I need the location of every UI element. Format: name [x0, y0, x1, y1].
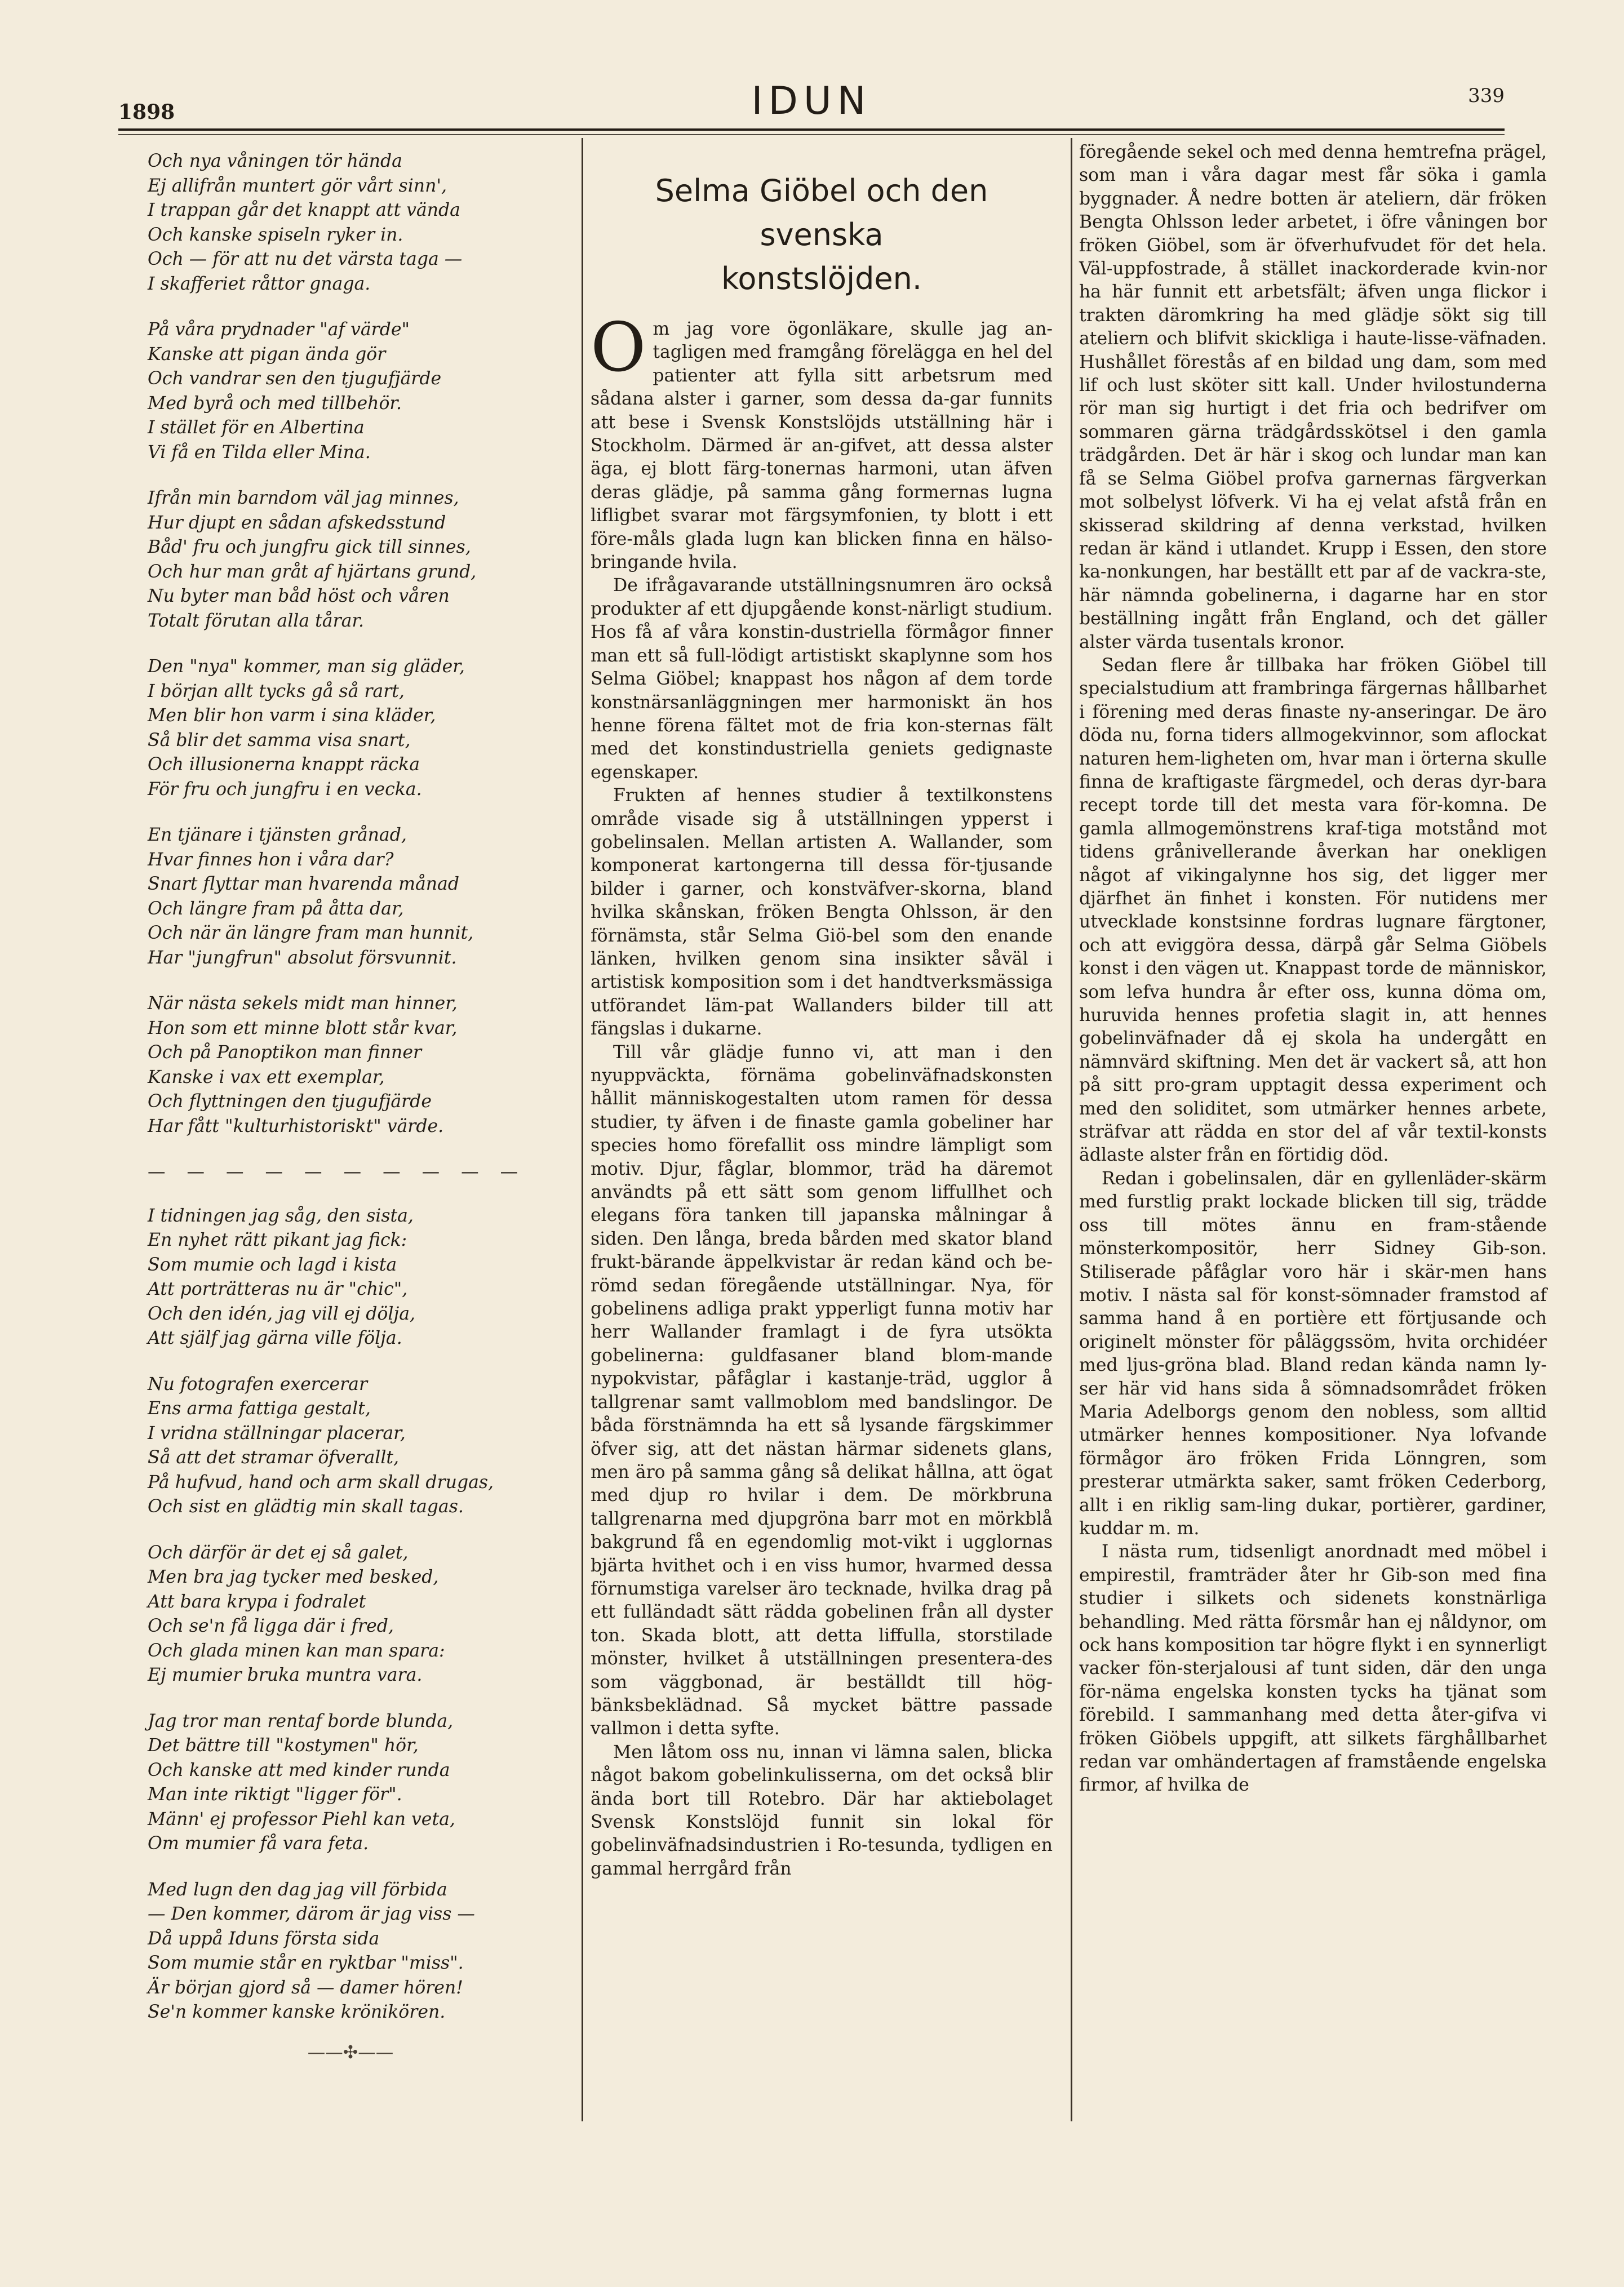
poem-line: Man inte riktigt "ligger för".: [148, 1784, 402, 1805]
poem-stanza: [148, 149, 553, 296]
poem-line: En tjänare i tjänsten grånad,: [148, 825, 407, 845]
poem-stanza: [148, 1373, 553, 1520]
article-paragraph: Till vår glädje funno vi, att man i den nyuppväckta, förnäma gobelinväfnadskonsten hållit människogestalten utom ramen för dessa studier, ty äfven i de finaste gamla gobeliner har species homo förefallit oss mindre lämpligt som motiv. Djur, fåglar, blommor, träd ha däremot användts på ett sätt som genom liffullhet och elegans föra tanken till japanska målningar å siden. Den långa, breda bården med skator bland frukt-bärande äppelkvistar är redan känd och be-römd sedan föregående utställningar. Nya, för gobelinens adliga prakt ypperligt funna motiv har herr Wallander framlagt i de fyra utsökta gobelinerna: guldfasaner bland blom-mande nypokvistar, påfåglar i kastanje-träd, ugglor å tallgrenar samt vallmoblom med bandslingor. De båda förstnämnda ha ett så lysande färgskimmer öfver sig, att det nästan härmar sidenets glans, men äro på samma gång så delikat hållna, att ögat med djup ro hvilar i dem. De mörkbruna tallgrenarna med djupgröna barr mot en mörkblå bakgrund få en egendomlig mot-vikt i ugglornas bjärta hvithet och i en viss humor, hvarmed dessa förnumstiga varelser äro tecknade, hvilka drag på ett fulländadt sätt rädda gobelinen från all dyster ton. Skada blott, att detta liffulla, storstilade mönster, hvilket å utställningen presentera-des som väggbonad, är beställdt till hög-bänksbeklädnad. Så mycket bättre passade vallmon i detta syfte.: [591, 1042, 1053, 1739]
poem-line: Se'n kommer kanske krönikören.: [148, 2002, 446, 2022]
poem-line: Nu byter man båd höst och våren: [148, 586, 450, 606]
poem-line: Och vandrar sen den tjugufjärde: [148, 368, 442, 389]
poem-line: Och nya våningen tör hända: [148, 151, 402, 171]
poem-stanza: [148, 1541, 553, 1688]
poem-line: Ifrån min barndom väl jag minnes,: [148, 488, 459, 508]
poem-line: Och se'n få ligga där i fred,: [148, 1616, 394, 1636]
paragraph-text: m jag vore ögonläkare, skulle jag an-tagligen med framgång förelägga en hel del patienter att fylla sitt arbetsrum med sådana alster i garner, som dessa da-gar funnits att bese i Svensk Konstslöjds utställning här i Stockholm. Därmed är an-gifvet, att dessa alster äga, ej blott färg-tonernas harmoni, utan äfven deras glädje, på samma gång formernas lugna lifligbet svarar mot färgsymfonien, ty blott i ett före-måls glada lugn kan blicken finna en hälso-bringande hvila.: [591, 319, 1053, 573]
poem-line: I stället för en Albertina: [148, 418, 365, 438]
poem-line: Som mumie och lagd i kista: [148, 1254, 397, 1275]
article-paragraph: I nästa rum, tidsenligt anordnadt med möbel i empirestil, framträder åter hr Gib-son med fina studier i silkets och sidenets konstnärliga behandling. Med rätta försmår han ej nåldynor, om ock hans komposition tar högre flykt i en synnerligt vacker fön-sterjalousi af tunt siden, där den unga för-näma engelska konsten tycks ha tjänat som förebild. I sammanhang med detta åter-gifva vi fröken Giöbels uppgift, att silkets färghållbarhet redan var omhändertagen af framstående engelska firmor, af hvilka de: [1079, 1542, 1547, 1796]
poem-line: Har "jungfrun" absolut försvunnit.: [148, 947, 457, 968]
poem-stanza: [148, 1878, 553, 2025]
article-column-3: [1079, 141, 1547, 1797]
poem-line: Och — för att nu det värsta taga —: [148, 249, 463, 269]
poem-line: Kanske i vax ett exemplar,: [148, 1067, 385, 1087]
article-paragraph: Redan i gobelinsalen, där en gyllenläder-skärm med furstlig prakt lockade blicken till sig, trädde oss till mötes ännu en fram-stående mönsterkompositör, herr Sidney Gib-son. Stiliserade påfåglar voro här i skär-men hans motiv. I nästa sal för konst-sömnader framstod af samma hand å en portière ett förtjusande och originelt mönster för påläggssöm, hvita orchidéer med ljus-gröna blad. Bland redan kända namn ly-ser här vid hans sida å sömnadsområdet fröken Maria Adelborgs genom den nobless, som alltid utmärker hennes kompositioner. Nya lofvande förmågor äro fröken Frida Lönngren, som presterar utmärkta saker, samt fröken Cederborg, allt i en riklig sam-ling dukar, portièrer, gardiner, kuddar m. m.: [1079, 1168, 1547, 1539]
poem-line: Med lugn den dag jag vill förbida: [148, 1879, 447, 1900]
poem-stanza: [148, 318, 553, 465]
poem-line: Och på Panoptikon man finner: [148, 1042, 422, 1063]
article-title-line: konstslöjden.: [721, 261, 922, 296]
poem-line: Båd' fru och jungfru gick till sinnes,: [148, 537, 471, 557]
poem-line: Snart flyttar man hvarenda månad: [148, 874, 459, 894]
poem-line: Nu fotografen exercerar: [148, 1374, 367, 1395]
poem-line: Och sist en glädtig min skall tagas.: [148, 1496, 464, 1517]
poem-line: Och kanske spiseln ryker in.: [148, 224, 403, 245]
poem-line: Men blir hon varm i sina kläder,: [148, 705, 436, 726]
poem-line: Med byrå och med tillbehör.: [148, 393, 402, 414]
end-ornament: ——✣——: [307, 2042, 394, 2063]
column-divider: [582, 138, 583, 2121]
poem-line: När nästa sekels midt man hinner,: [148, 993, 458, 1014]
poem-line: Då uppå Iduns första sida: [148, 1928, 380, 1949]
poem-column: [148, 149, 553, 2065]
poem-line: Ens arma fattiga gestalt,: [148, 1398, 371, 1419]
poem-line: Men bra jag tycker med besked,: [148, 1567, 439, 1587]
poem-line: Ej mumier bruka muntra vara.: [148, 1665, 423, 1685]
poem-line: I tidningen jag såg, den sista,: [148, 1205, 414, 1226]
poem-line: Ej allifrån muntert gör vårt sinn',: [148, 175, 447, 196]
poem-line: Det bättre till "kostymen" hör,: [148, 1735, 419, 1756]
poem-stanza: [148, 992, 553, 1139]
poem-line: Den "nya" kommer, man sig gläder,: [148, 656, 465, 677]
poem-line: Att porträtteras nu är "chic",: [148, 1279, 408, 1299]
poem-line: För fru och jungfru i en vecka.: [148, 779, 422, 800]
section-dashes: — — — — — — — — — —: [148, 1162, 526, 1182]
poem-line: I vridna ställningar placerar,: [148, 1423, 406, 1444]
poem-line: Och den idén, jag vill ej dölja,: [148, 1303, 416, 1324]
article-paragraph: föregående sekel och med denna hemtrefna prägel, som man i våra dagar mest får söka i gamla byggnader. Å nedre botten är ateliern, där fröken Bengta Ohlsson leder arbetet, i öfre våningen bor fröken Giöbel, som är öfverhufvudet för det hela. Väl-uppfostrade, å stället inackorderade kvin-nor ha här funnit ett arbetsfält; äfven unga flickor i trakten däromkring ha med glädje sökt sig till ateliern och blifvit skickliga i haute-lisse-väfnaden. Hushållet förestås af en bildad ung dam, som med lif och lust sköter sitt kall. Under hvilostunderna rör man sig hurtigt i det fria och bedrifver om sommaren gärna trädgårdsskötsel i den gamla trädgården. Det är här i skog och lundar man kan få se Selma Giöbel profva garnernas färgverkan mot solbelyst löfverk. Vi ha ej velat afstå från en skisserad skildring af denna verkstad, hvilken redan är känd i utlandet. Krupp i Essen, den store ka-nonkungen, har beställt ett par af de vackra-ste, här nämnda gobelinerna, i dagarne har en stor beställning ingått från England, och det gäller alster värda tusentals kronor.: [1079, 142, 1547, 652]
article-body: [591, 309, 1053, 1881]
poem-stanza: [148, 823, 553, 970]
poem-line: Vi få en Tilda eller Mina.: [148, 442, 371, 463]
article-paragraph: Sedan flere år tillbaka har fröken Giöbel till specialstudium att frambringa färgernas hållbarhet i förening med deras finaste ny-anseringar. De äro döda nu, forna tiders allmogekvinnor, som aflockat naturen hem-ligheten om, hvar man i örterna skulle finna de kraftigaste färgmedel, och deras dyr-bara recept torde till det mesta vara för-komna. De gamla allmogemönstrens kraf-tiga motstånd mot tidens grånivellerande åverkan har onekligen något af vikingalynne hos sig, det ligger mer djärfhet än finhet i konsten. För nutidens mer utvecklade konstsinne fordras lugnare färgtoner, och att eviggöra dessa, därpå går Selma Giöbels konst i den vägen ut. Knappast torde de människor, som lefva hundra år efter oss, kunna döma om, huruvida hennes profetia slagit in, att hennes gobelinväfnader då ej skola ha undergått en nämnvärd skiftning. Men det är vackert så, att hon på sitt pro-gram upptagit dessa experiment och med den soliditet, som utmärker hennes arbete, sträfvar att rädda en stor del af vår textil-konsts ädlaste alster från en förtidig död.: [1079, 655, 1547, 1166]
header-rule: [118, 128, 1505, 131]
poem-line: Så att det stramar öfverallt,: [148, 1447, 400, 1468]
poem-line: Och när än längre fram man hunnit,: [148, 923, 474, 943]
poem-line: Och längre fram på åtta dar,: [148, 898, 404, 919]
poem-line: På våra prydnader "af värde": [148, 319, 410, 340]
article-title: [591, 169, 1053, 301]
poem-line: Att bara krypa i fodralet: [148, 1591, 366, 1612]
poem-line: Och kanske att med kinder runda: [148, 1760, 450, 1780]
poem-line: Om mumier få vara feta.: [148, 1833, 369, 1854]
poem-line: I trappan går det knappt att vända: [148, 200, 460, 220]
poem-stanza: [148, 486, 553, 633]
poem-line: Och illusionerna knappt räcka: [148, 754, 420, 775]
poem-line: Är början gjord så — damer hören!: [148, 1977, 463, 1998]
poem-line: Och flyttningen den tjugufjärde: [148, 1091, 432, 1112]
drop-cap: O: [591, 309, 646, 387]
poem-line: Och glada minen kan man spara:: [148, 1640, 445, 1661]
masthead-title: IDUN: [751, 79, 872, 123]
poem-line: På hufvud, hand och arm skall drugas,: [148, 1472, 494, 1493]
poem-line: Kanske att pigan ända gör: [148, 344, 386, 365]
header-year: 1898: [118, 100, 175, 124]
poem-line: Och därför är det ej så galet,: [148, 1542, 409, 1563]
poem-line: Som mumie står en ryktbar "miss".: [148, 1953, 464, 1973]
page-number: 339: [1468, 85, 1505, 107]
column-divider: [1071, 138, 1072, 2121]
article-paragraph: Men låtom oss nu, innan vi lämna salen, blicka något bakom gobelinkulisserna, om det också blir ända bort till Rotebro. Där har aktiebolaget Svensk Konstslöjd funnit sin lokal för gobelinväfnadsindustrien i Ro-tesunda, tydligen en gammal herrgård från: [591, 1742, 1053, 1879]
article-title-line: Selma Giöbel och den svenska: [655, 173, 988, 252]
page-header: [118, 79, 1505, 130]
poem-line: Att själf jag gärna ville följa.: [148, 1328, 402, 1348]
poem-line: Hon som ett minne blott står kvar,: [148, 1018, 458, 1038]
poem-line: Så blir det samma visa snart,: [148, 730, 411, 751]
poem-stanza: [148, 655, 553, 802]
article-paragraph: [591, 309, 1053, 574]
article-column-2: [591, 169, 1053, 1881]
poem-line: — Den kommer, därom är jag viss —: [148, 1904, 475, 1924]
poem-line: Männ' ej professor Piehl kan veta,: [148, 1809, 455, 1829]
poem-line: Totalt förutan alla tårar.: [148, 610, 365, 631]
poem-line: Hur djupt en sådan afskedsstund: [148, 512, 446, 533]
poem-stanza: [148, 1709, 553, 1857]
article-paragraph: De ifrågavarande utställningsnumren äro också produkter af ett djupgående konst-närligt studium. Hos få af våra konstin-dustriella förmågor finner man ett så full-lödigt artistiskt skaplynne som hos Selma Giöbel; knappast hos någon af dem torde konstnärsanläggningen mer harmoniskt än hos henne förena fältet mot de fria kon-sternas fält med det konstindustriella geniets gedignaste egenskaper.: [591, 575, 1053, 783]
poem-line: En nyhet rätt pikant jag fick:: [148, 1230, 407, 1250]
header-rule-thin: [118, 134, 1505, 135]
poem-line: I skafferiet råttor gnaga.: [148, 273, 371, 294]
poem-stanza: [148, 1204, 553, 1351]
poem-line: Hvar finnes hon i våra dar?: [148, 849, 394, 870]
poem-line: Har fått "kulturhistoriskt" värde.: [148, 1116, 444, 1136]
poem-line: Jag tror man rentaf borde blunda,: [148, 1711, 454, 1731]
poem-line: Och hur man gråt af hjärtans grund,: [148, 561, 477, 582]
poem-line: I början allt tycks gå så rart,: [148, 681, 405, 701]
article-paragraph: Frukten af hennes studier å textilkonstens område visade sig å utställningen ypperst i gobelinsalen. Mellan artisten A. Wallander, som komponerat kartongerna till dessa för-tjusande bilder i garner, och konstväfver-skorna, bland hvilka skånskan, fröken Bengta Ohlsson, är den förnämsta, står Selma Giö-bel som den enande länken, hvilken genom sina insikter såväl i artistisk komposition som i det handtverksmässiga utförandet läm-pat Wallanders bilder till att fängslas i dukarne.: [591, 785, 1053, 1040]
